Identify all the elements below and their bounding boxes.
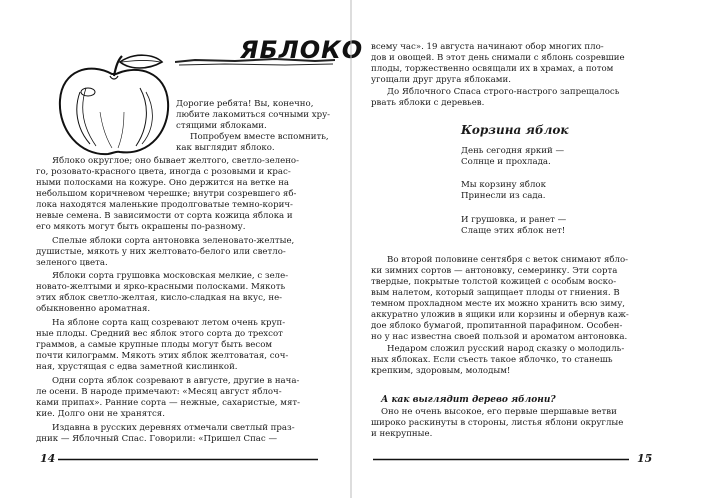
- body-line: Оно не очень высокое, его первые шершавые ветви: [381, 407, 617, 417]
- poem-line: Мы корзину яблок: [461, 180, 546, 190]
- body-line: дое яблоко бумагой, пропитанной парафином. Особен-: [371, 321, 623, 331]
- intro-line: Попробуем вместе вспомнить,: [190, 132, 329, 142]
- poem-line: Слаще этих яблок нет!: [461, 226, 566, 236]
- body-line: граммов, а самые крупные плоды могут быть весом: [36, 340, 273, 350]
- body-line: На яблоне сорта кащ созревают летом очень круп-: [52, 318, 286, 328]
- body-line: ных яблоках. Если съесть такое яблочко, то станешь: [371, 355, 613, 365]
- body-line: этих яблок светло-желтая, кисло-сладкая на вкус, не-: [36, 293, 283, 303]
- intro-line: как выглядит яблоко.: [176, 143, 275, 153]
- body-line: рвать яблоки с деревьев.: [371, 98, 485, 108]
- body-line: Яблоко округлое; оно бывает желтого, светло-зелено-: [52, 156, 299, 166]
- intro-line: любите лакомиться сочными хру-: [176, 110, 331, 120]
- body-line: душистые, мякоть у них желтовато-белого или светло-: [36, 247, 286, 257]
- body-line: почти килограмм. Мякоть этих яблок желтоватая, соч-: [36, 351, 289, 361]
- poem-line: И грушовка, и ранет —: [461, 215, 567, 225]
- body-line: его мякоть могут быть окрашены по-разному.: [36, 222, 246, 232]
- body-line: Одни сорта яблок созревают в августе, другие в нача-: [52, 376, 300, 386]
- body-line: крепким, здоровым, молодым!: [371, 366, 511, 376]
- section-subheading: А как выглядит дерево яблони?: [381, 395, 556, 405]
- body-line: угощали друг друга яблоками.: [371, 75, 511, 85]
- apple-illustration: [50, 52, 178, 162]
- intro-line: стящими яблоками.: [176, 121, 267, 131]
- body-line: ле осени. В народе примечают: «Месяц август яблоч-: [36, 387, 282, 397]
- footer-rule-left: [58, 458, 318, 461]
- right-page: [351, 0, 702, 498]
- body-line: лока находятся маленькие продолговатые темно-корич-: [36, 200, 293, 210]
- body-line: но у нас известна своей пользой и ароматом антоновка.: [371, 332, 628, 342]
- body-line: ные плоды. Средний вес яблок этого сорта до трехсот: [36, 329, 283, 339]
- body-line: обыкновенно ароматная.: [36, 304, 151, 314]
- body-line: ная, хрустящая с едва заметной кислинкой.: [36, 362, 238, 372]
- body-line: Издавна в русских деревнях отмечали светлый праз-: [52, 423, 295, 433]
- poem-line: Солнце и прохлада.: [461, 157, 551, 167]
- page-title: ЯБЛОКО: [240, 36, 364, 64]
- body-line: Во второй половине сентября с веток снимают ябло-: [387, 255, 629, 265]
- body-line: кие. Долго они не хранятся.: [36, 409, 165, 419]
- body-line: го, розовато-красного цвета, иногда с розовыми и крас-: [36, 167, 291, 177]
- body-line: ками припах». Ранние сорта — нежные, сахаристые, мят-: [36, 398, 301, 408]
- body-line: и некрупные.: [371, 429, 433, 439]
- body-line: Недаром сложил русский народ сказку о молодиль-: [387, 344, 625, 354]
- body-line: дов и овощей. В этот день снимали с яблонь созревшие: [371, 53, 625, 63]
- poem-line: День сегодня яркий —: [461, 146, 565, 156]
- body-line: вым налетом, который защищает плоды от гниения. В: [371, 288, 620, 298]
- body-line: дник — Яблочный Спас. Говорили: «Пришел Спас —: [36, 434, 278, 444]
- body-line: небольшом коричневом черешке; внутри созревшего яб-: [36, 189, 297, 199]
- body-line: Яблоки сорта грушовка московская мелкие, с зеле-: [52, 271, 289, 281]
- page-number-left: 14: [40, 452, 56, 465]
- body-line: ными полосками на кожуре. Оно держится на ветке на: [36, 178, 290, 188]
- body-line: новато-желтыми и ярко-красными полосками. Мякоть: [36, 282, 286, 292]
- body-line: аккуратно уложив в ящики или корзины и обернув каж-: [371, 310, 629, 320]
- body-line: До Яблочного Спаса строго-настрого запрещалось: [387, 87, 620, 97]
- body-line: Спелые яблоки сорта антоновка зеленовато-желтые,: [52, 236, 295, 246]
- intro-line: Дорогие ребята! Вы, конечно,: [176, 99, 314, 109]
- poem-title: Корзина яблок: [461, 123, 569, 137]
- body-line: всему час». 19 августа начинают обор многих пло-: [371, 42, 604, 52]
- body-line: широко раскинуты в стороны, листья яблони округлые: [371, 418, 624, 428]
- body-line: плоды, торжественно освящали их в храмах, а потом: [371, 64, 614, 74]
- body-line: темном прохладном месте их можно хранить всю зиму,: [371, 299, 625, 309]
- poem-line: Принесли из сада.: [461, 191, 546, 201]
- body-line: зеленого цвета.: [36, 258, 108, 268]
- body-line: невые семена. В зависимости от сорта кожица яблока и: [36, 211, 293, 221]
- body-line: ки зимних сортов — антоновку, семеринку. Эти сорта: [371, 266, 618, 276]
- page-number-right: 15: [637, 452, 653, 465]
- footer-rule-right: [373, 458, 629, 461]
- body-line: твердые, покрытые толстой кожицей с особым воско-: [371, 277, 617, 287]
